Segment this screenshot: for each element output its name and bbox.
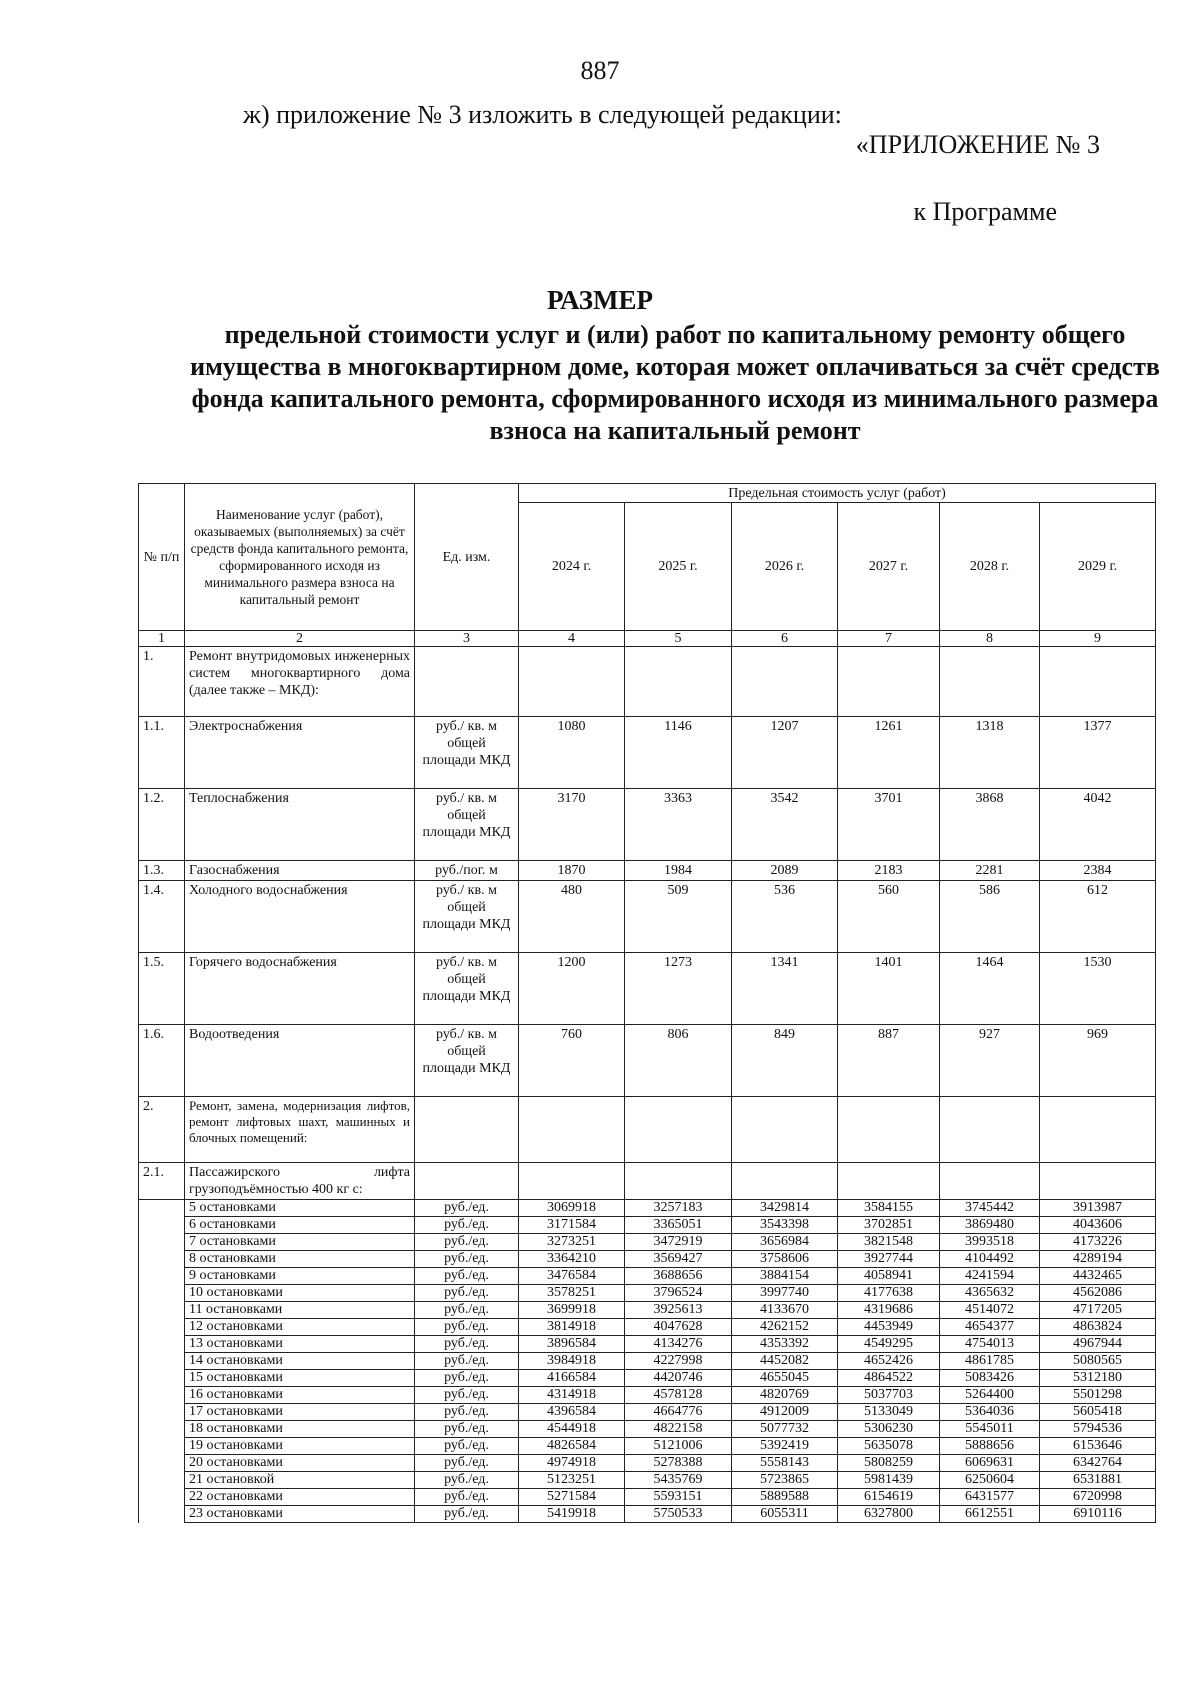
value-cell: 3365051	[625, 1217, 732, 1234]
value-cell: 5558143	[732, 1455, 838, 1472]
value-cell: 5271584	[519, 1489, 625, 1506]
value-cell: 3925613	[625, 1302, 732, 1319]
value-cell: 4396584	[519, 1404, 625, 1421]
row-name: Пассажирского лифта грузоподъёмностью 400 кг с:	[185, 1163, 415, 1200]
value-cell: 3472919	[625, 1234, 732, 1251]
header-row-1	[139, 484, 1156, 503]
value-cell: 6910116	[1040, 1506, 1156, 1523]
row-no-empty	[139, 1455, 185, 1472]
value-cell: 1530	[1040, 953, 1156, 1025]
row-name: 17 остановками	[185, 1404, 415, 1421]
value-cell: 1146	[625, 717, 732, 789]
table-row	[139, 1268, 1156, 1285]
value-cell: 3429814	[732, 1200, 838, 1217]
row-name: 20 остановками	[185, 1455, 415, 1472]
value-cell: 1080	[519, 717, 625, 789]
value-cell: 4453949	[838, 1319, 940, 1336]
value-cell: 4104492	[940, 1251, 1040, 1268]
table-row	[139, 1353, 1156, 1370]
value-cell: 3868	[940, 789, 1040, 861]
value-cell: 4544918	[519, 1421, 625, 1438]
table-row	[139, 1506, 1156, 1523]
row-unit: руб./ед.	[415, 1353, 519, 1370]
value-cell: 1341	[732, 953, 838, 1025]
row-name: Теплоснабжения	[185, 789, 415, 861]
table-row	[139, 1217, 1156, 1234]
row-name: Ремонт внутридомовых инженерных систем многоквартирного дома (далее также – МКД):	[185, 647, 415, 717]
value-cell: 5264400	[940, 1387, 1040, 1404]
section-row	[139, 1097, 1156, 1163]
value-cell: 5435769	[625, 1472, 732, 1489]
value-cell: 849	[732, 1025, 838, 1097]
value-cell: 5306230	[838, 1421, 940, 1438]
table-row	[139, 1200, 1156, 1217]
row-no-empty	[139, 1268, 185, 1285]
value-cell: 4177638	[838, 1285, 940, 1302]
value-cell: 5981439	[838, 1472, 940, 1489]
table-row	[139, 1370, 1156, 1387]
table-row	[139, 1025, 1156, 1097]
value-cell: 806	[625, 1025, 732, 1097]
value-cell: 560	[838, 881, 940, 953]
value-cell: 969	[1040, 1025, 1156, 1097]
column-number: 9	[1040, 631, 1156, 647]
column-number: 6	[732, 631, 838, 647]
value-cell: 4173226	[1040, 1234, 1156, 1251]
row-name: 13 остановками	[185, 1336, 415, 1353]
value-cell: 887	[838, 1025, 940, 1097]
value-cell: 5723865	[732, 1472, 838, 1489]
row-no: 2.	[139, 1097, 185, 1163]
value-cell: 5133049	[838, 1404, 940, 1421]
column-number: 3	[415, 631, 519, 647]
table-row	[139, 717, 1156, 789]
value-cell: 6327800	[838, 1506, 940, 1523]
value-cell: 6431577	[940, 1489, 1040, 1506]
value-cell: 4134276	[625, 1336, 732, 1353]
value-cell: 4047628	[625, 1319, 732, 1336]
intro-text: ж) приложение № 3 изложить в следующей редакции:	[243, 100, 842, 129]
page-number: 887	[580, 56, 620, 85]
column-number: 4	[519, 631, 625, 647]
value-cell: 4974918	[519, 1455, 625, 1472]
value-cell: 1261	[838, 717, 940, 789]
row-no: 1.6.	[139, 1025, 185, 1097]
row-no-empty	[139, 1370, 185, 1387]
row-unit: руб./ кв. м общей площади МКД	[415, 881, 519, 953]
value-cell: 5635078	[838, 1438, 940, 1455]
row-unit: руб./ кв. м общей площади МКД	[415, 1025, 519, 1097]
value-cell: 3699918	[519, 1302, 625, 1319]
value-cell: 3701	[838, 789, 940, 861]
value-cell: 3927744	[838, 1251, 940, 1268]
year-header: 2024 г.	[519, 503, 625, 631]
value-cell: 3476584	[519, 1268, 625, 1285]
row-name: 14 остановками	[185, 1353, 415, 1370]
value-cell: 5083426	[940, 1370, 1040, 1387]
row-unit: руб./ед.	[415, 1438, 519, 1455]
row-no-empty	[139, 1234, 185, 1251]
row-no-empty	[139, 1421, 185, 1438]
value-cell: 3364210	[519, 1251, 625, 1268]
row-unit: руб./ед.	[415, 1285, 519, 1302]
document-subtitle: предельной стоимости услуг и (или) работ по капитальному ремонту общего имущества в многоквартирном доме, которая может оплачиваться за счёт средств фонда капитального ремонта, сформированного исходя из минимального размера взноса на капитальный ремонт	[190, 320, 1160, 445]
row-name: 6 остановками	[185, 1217, 415, 1234]
value-cell: 4262152	[732, 1319, 838, 1336]
program-label: к Программе	[913, 197, 1057, 226]
row-unit: руб./пог. м	[415, 861, 519, 881]
row-no: 1.2.	[139, 789, 185, 861]
row-unit: руб./ кв. м общей площади МКД	[415, 789, 519, 861]
row-unit: руб./ кв. м общей площади МКД	[415, 717, 519, 789]
cost-table	[138, 483, 1156, 1523]
row-no-empty	[139, 1387, 185, 1404]
value-cell: 1377	[1040, 717, 1156, 789]
table-row	[139, 789, 1156, 861]
row-unit: руб./ед.	[415, 1472, 519, 1489]
value-cell: 4514072	[940, 1302, 1040, 1319]
value-cell: 5794536	[1040, 1421, 1156, 1438]
value-cell: 3257183	[625, 1200, 732, 1217]
table-row	[139, 1234, 1156, 1251]
row-unit: руб./ед.	[415, 1319, 519, 1336]
row-no: 2.1.	[139, 1163, 185, 1200]
table-row	[139, 1455, 1156, 1472]
value-cell: 4365632	[940, 1285, 1040, 1302]
row-unit: руб./ед.	[415, 1455, 519, 1472]
table-row	[139, 953, 1156, 1025]
value-cell: 5121006	[625, 1438, 732, 1455]
row-unit: руб./ед.	[415, 1268, 519, 1285]
value-cell: 4822158	[625, 1421, 732, 1438]
row-no-empty	[139, 1472, 185, 1489]
value-cell: 3984918	[519, 1353, 625, 1370]
value-cell: 4420746	[625, 1370, 732, 1387]
value-cell: 4562086	[1040, 1285, 1156, 1302]
value-cell: 1200	[519, 953, 625, 1025]
table-row	[139, 1319, 1156, 1336]
row-unit: руб./ед.	[415, 1421, 519, 1438]
table-row	[139, 861, 1156, 881]
table-row	[139, 1421, 1156, 1438]
value-cell: 5278388	[625, 1455, 732, 1472]
value-cell: 5605418	[1040, 1404, 1156, 1421]
value-cell: 1870	[519, 861, 625, 881]
subsection-row	[139, 1163, 1156, 1200]
value-cell: 6055311	[732, 1506, 838, 1523]
row-name: 23 остановками	[185, 1506, 415, 1523]
value-cell: 6154619	[838, 1489, 940, 1506]
column-number: 1	[139, 631, 185, 647]
value-cell: 5123251	[519, 1472, 625, 1489]
value-cell: 4314918	[519, 1387, 625, 1404]
value-cell: 1207	[732, 717, 838, 789]
value-cell: 3702851	[838, 1217, 940, 1234]
row-name: 9 остановками	[185, 1268, 415, 1285]
value-cell: 3170	[519, 789, 625, 861]
table-row	[139, 1336, 1156, 1353]
value-cell: 4861785	[940, 1353, 1040, 1370]
value-cell: 2281	[940, 861, 1040, 881]
value-cell: 4654377	[940, 1319, 1040, 1336]
year-header: 2027 г.	[838, 503, 940, 631]
row-no: 1.1.	[139, 717, 185, 789]
row-unit: руб./ед.	[415, 1217, 519, 1234]
value-cell: 3543398	[732, 1217, 838, 1234]
row-unit: руб./ед.	[415, 1370, 519, 1387]
value-cell: 4754013	[940, 1336, 1040, 1353]
col-name-header: Наименование услуг (работ), оказываемых (выполняемых) за счёт средств фонда капитального ремонта, сформированного исходя из минимального размера взноса на капитальный ремонт	[185, 484, 415, 631]
row-name: 18 остановками	[185, 1421, 415, 1438]
value-cell: 3656984	[732, 1234, 838, 1251]
value-cell: 3745442	[940, 1200, 1040, 1217]
row-no: 1.5.	[139, 953, 185, 1025]
row-name: 19 остановками	[185, 1438, 415, 1455]
value-cell: 3758606	[732, 1251, 838, 1268]
row-name: Холодного водоснабжения	[185, 881, 415, 953]
value-cell: 3814918	[519, 1319, 625, 1336]
row-name: 5 остановками	[185, 1200, 415, 1217]
value-cell: 5808259	[838, 1455, 940, 1472]
appendix-label: «ПРИЛОЖЕНИЕ № 3	[855, 130, 1100, 159]
value-cell: 3273251	[519, 1234, 625, 1251]
row-name: 7 остановками	[185, 1234, 415, 1251]
value-cell: 4967944	[1040, 1336, 1156, 1353]
col-no-header: № п/п	[139, 484, 185, 631]
value-cell: 5545011	[940, 1421, 1040, 1438]
value-cell: 2089	[732, 861, 838, 881]
row-no-empty	[139, 1353, 185, 1370]
column-number: 5	[625, 631, 732, 647]
value-cell: 3171584	[519, 1217, 625, 1234]
row-name: Электроснабжения	[185, 717, 415, 789]
value-cell: 2183	[838, 861, 940, 881]
value-cell: 4432465	[1040, 1268, 1156, 1285]
row-no-empty	[139, 1336, 185, 1353]
value-cell: 3584155	[838, 1200, 940, 1217]
value-cell: 4912009	[732, 1404, 838, 1421]
value-cell: 3913987	[1040, 1200, 1156, 1217]
value-cell: 6250604	[940, 1472, 1040, 1489]
row-no-empty	[139, 1302, 185, 1319]
value-cell: 3363	[625, 789, 732, 861]
column-numbers-row	[139, 631, 1156, 647]
row-no-empty	[139, 1319, 185, 1336]
row-unit: руб./ед.	[415, 1489, 519, 1506]
table-row	[139, 1285, 1156, 1302]
col-cost-header: Предельная стоимость услуг (работ)	[519, 484, 1156, 503]
row-unit: руб./ед.	[415, 1234, 519, 1251]
column-number: 7	[838, 631, 940, 647]
value-cell: 5364036	[940, 1404, 1040, 1421]
row-unit: руб./ед.	[415, 1302, 519, 1319]
value-cell: 4289194	[1040, 1251, 1156, 1268]
table-row	[139, 1438, 1156, 1455]
value-cell: 1984	[625, 861, 732, 881]
table-row	[139, 1404, 1156, 1421]
year-header: 2026 г.	[732, 503, 838, 631]
row-name: Горячего водоснабжения	[185, 953, 415, 1025]
row-unit: руб./ед.	[415, 1404, 519, 1421]
year-header: 2028 г.	[940, 503, 1040, 631]
year-header: 2029 г.	[1040, 503, 1156, 631]
col-unit-header: Ед. изм.	[415, 484, 519, 631]
value-cell: 5419918	[519, 1506, 625, 1523]
table-row	[139, 1472, 1156, 1489]
row-no-empty	[139, 1404, 185, 1421]
value-cell: 5888656	[940, 1438, 1040, 1455]
row-name: 22 остановками	[185, 1489, 415, 1506]
value-cell: 4452082	[732, 1353, 838, 1370]
value-cell: 6720998	[1040, 1489, 1156, 1506]
value-cell: 536	[732, 881, 838, 953]
row-unit: руб./ед.	[415, 1251, 519, 1268]
row-no-empty	[139, 1217, 185, 1234]
table-row	[139, 1489, 1156, 1506]
value-cell: 5501298	[1040, 1387, 1156, 1404]
row-name: 10 остановками	[185, 1285, 415, 1302]
value-cell: 5392419	[732, 1438, 838, 1455]
value-cell: 3569427	[625, 1251, 732, 1268]
value-cell: 5593151	[625, 1489, 732, 1506]
row-name: Водоотведения	[185, 1025, 415, 1097]
value-cell: 3069918	[519, 1200, 625, 1217]
document-title: РАЗМЕР	[546, 285, 654, 315]
value-cell: 4578128	[625, 1387, 732, 1404]
value-cell: 3997740	[732, 1285, 838, 1302]
value-cell: 4241594	[940, 1268, 1040, 1285]
value-cell: 4864522	[838, 1370, 940, 1387]
column-number: 2	[185, 631, 415, 647]
year-header: 2025 г.	[625, 503, 732, 631]
row-no-empty	[139, 1506, 185, 1523]
value-cell: 4820769	[732, 1387, 838, 1404]
row-no-empty	[139, 1489, 185, 1506]
row-no: 1.3.	[139, 861, 185, 881]
value-cell: 6153646	[1040, 1438, 1156, 1455]
row-name: Ремонт, замена, модернизация лифтов, ремонт лифтовых шахт, машинных и блочных помещений:	[185, 1097, 415, 1163]
row-name: 15 остановками	[185, 1370, 415, 1387]
row-unit: руб./ кв. м общей площади МКД	[415, 953, 519, 1025]
value-cell: 4319686	[838, 1302, 940, 1319]
section-row	[139, 647, 1156, 717]
table-row	[139, 1251, 1156, 1268]
value-cell: 1464	[940, 953, 1040, 1025]
value-cell: 6612551	[940, 1506, 1040, 1523]
value-cell: 3896584	[519, 1336, 625, 1353]
value-cell: 4664776	[625, 1404, 732, 1421]
value-cell: 3869480	[940, 1217, 1040, 1234]
value-cell: 6069631	[940, 1455, 1040, 1472]
row-no: 1.	[139, 647, 185, 717]
value-cell: 1273	[625, 953, 732, 1025]
table-row	[139, 881, 1156, 953]
value-cell: 3688656	[625, 1268, 732, 1285]
value-cell: 4227998	[625, 1353, 732, 1370]
row-name: 8 остановками	[185, 1251, 415, 1268]
value-cell: 480	[519, 881, 625, 953]
value-cell: 6342764	[1040, 1455, 1156, 1472]
value-cell: 5750533	[625, 1506, 732, 1523]
row-unit: руб./ед.	[415, 1200, 519, 1217]
value-cell: 1401	[838, 953, 940, 1025]
value-cell: 4717205	[1040, 1302, 1156, 1319]
value-cell: 4652426	[838, 1353, 940, 1370]
value-cell: 5080565	[1040, 1353, 1156, 1370]
value-cell: 3578251	[519, 1285, 625, 1302]
value-cell: 4549295	[838, 1336, 940, 1353]
value-cell: 4133670	[732, 1302, 838, 1319]
row-unit: руб./ед.	[415, 1387, 519, 1404]
row-name: 12 остановками	[185, 1319, 415, 1336]
row-no-empty	[139, 1200, 185, 1217]
row-no-empty	[139, 1285, 185, 1302]
value-cell: 4863824	[1040, 1319, 1156, 1336]
value-cell: 760	[519, 1025, 625, 1097]
row-name: 21 остановкой	[185, 1472, 415, 1489]
value-cell: 4042	[1040, 789, 1156, 861]
row-name: Газоснабжения	[185, 861, 415, 881]
value-cell: 4043606	[1040, 1217, 1156, 1234]
row-no-empty	[139, 1251, 185, 1268]
value-cell: 3993518	[940, 1234, 1040, 1251]
value-cell: 6531881	[1040, 1472, 1156, 1489]
row-no: 1.4.	[139, 881, 185, 953]
value-cell: 4058941	[838, 1268, 940, 1285]
row-no-empty	[139, 1438, 185, 1455]
value-cell: 5037703	[838, 1387, 940, 1404]
column-number: 8	[940, 631, 1040, 647]
value-cell: 2384	[1040, 861, 1156, 881]
value-cell: 4655045	[732, 1370, 838, 1387]
value-cell: 1318	[940, 717, 1040, 789]
value-cell: 612	[1040, 881, 1156, 953]
value-cell: 509	[625, 881, 732, 953]
row-name: 11 остановками	[185, 1302, 415, 1319]
value-cell: 5077732	[732, 1421, 838, 1438]
value-cell: 3542	[732, 789, 838, 861]
table-row	[139, 1387, 1156, 1404]
value-cell: 4826584	[519, 1438, 625, 1455]
table-row	[139, 1302, 1156, 1319]
value-cell: 3821548	[838, 1234, 940, 1251]
value-cell: 927	[940, 1025, 1040, 1097]
value-cell: 3796524	[625, 1285, 732, 1302]
value-cell: 586	[940, 881, 1040, 953]
value-cell: 4166584	[519, 1370, 625, 1387]
row-name: 16 остановками	[185, 1387, 415, 1404]
row-unit: руб./ед.	[415, 1336, 519, 1353]
value-cell: 5312180	[1040, 1370, 1156, 1387]
row-unit: руб./ед.	[415, 1506, 519, 1523]
value-cell: 5889588	[732, 1489, 838, 1506]
value-cell: 3884154	[732, 1268, 838, 1285]
value-cell: 4353392	[732, 1336, 838, 1353]
